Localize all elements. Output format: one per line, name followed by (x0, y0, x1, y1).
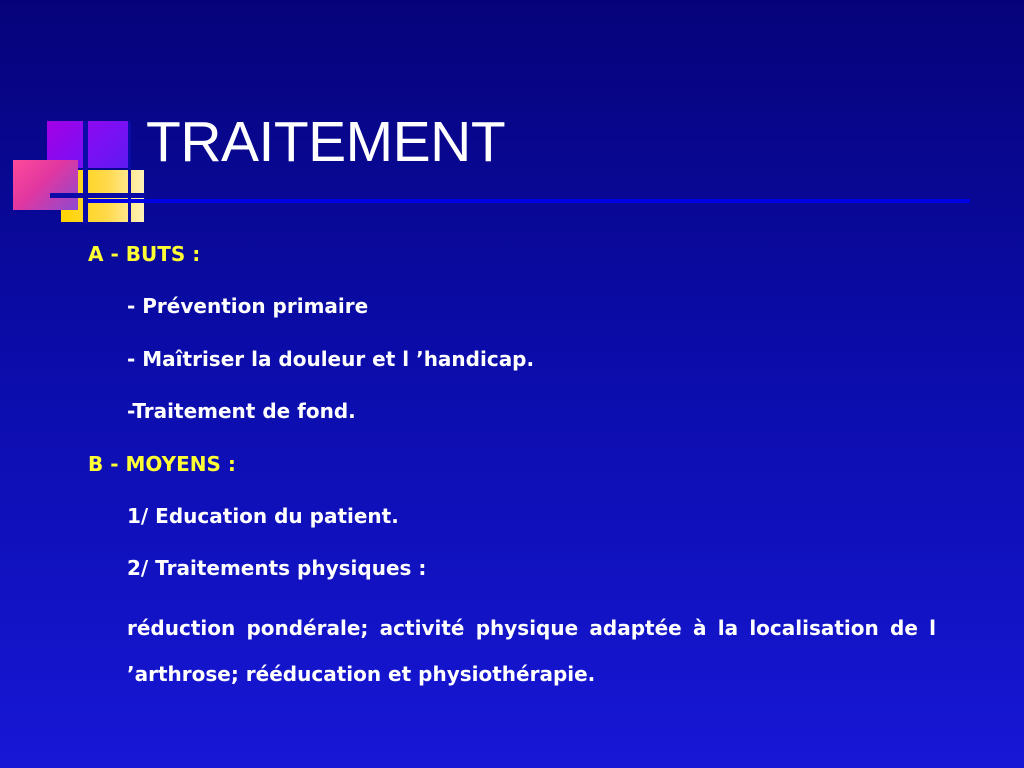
section-a-item: -Traitement de fond. (127, 399, 356, 423)
decorative-grid-line-horizontal (50, 193, 145, 198)
section-a-item: - Maîtriser la douleur et l ’handicap. (127, 347, 535, 371)
section-b-item: 2/ Traitements physiques : (127, 556, 427, 580)
slide-title: TRAITEMENT (146, 110, 506, 174)
section-a-item: - Prévention primaire (127, 294, 369, 318)
title-underline (88, 199, 970, 203)
decorative-grid-line-vertical-2 (128, 121, 131, 225)
section-b-heading: B - MOYENS : (88, 452, 236, 476)
section-b-item: 1/ Education du patient. (127, 504, 399, 528)
section-a-heading: A - BUTS : (88, 242, 201, 266)
decorative-pink-square (13, 160, 78, 210)
section-b-detail: réduction pondérale; activité physique adaptée à la localisation de l ’arthrose; rééducation et physiothérapie. (127, 616, 936, 686)
decorative-grid-line-vertical (83, 121, 88, 225)
